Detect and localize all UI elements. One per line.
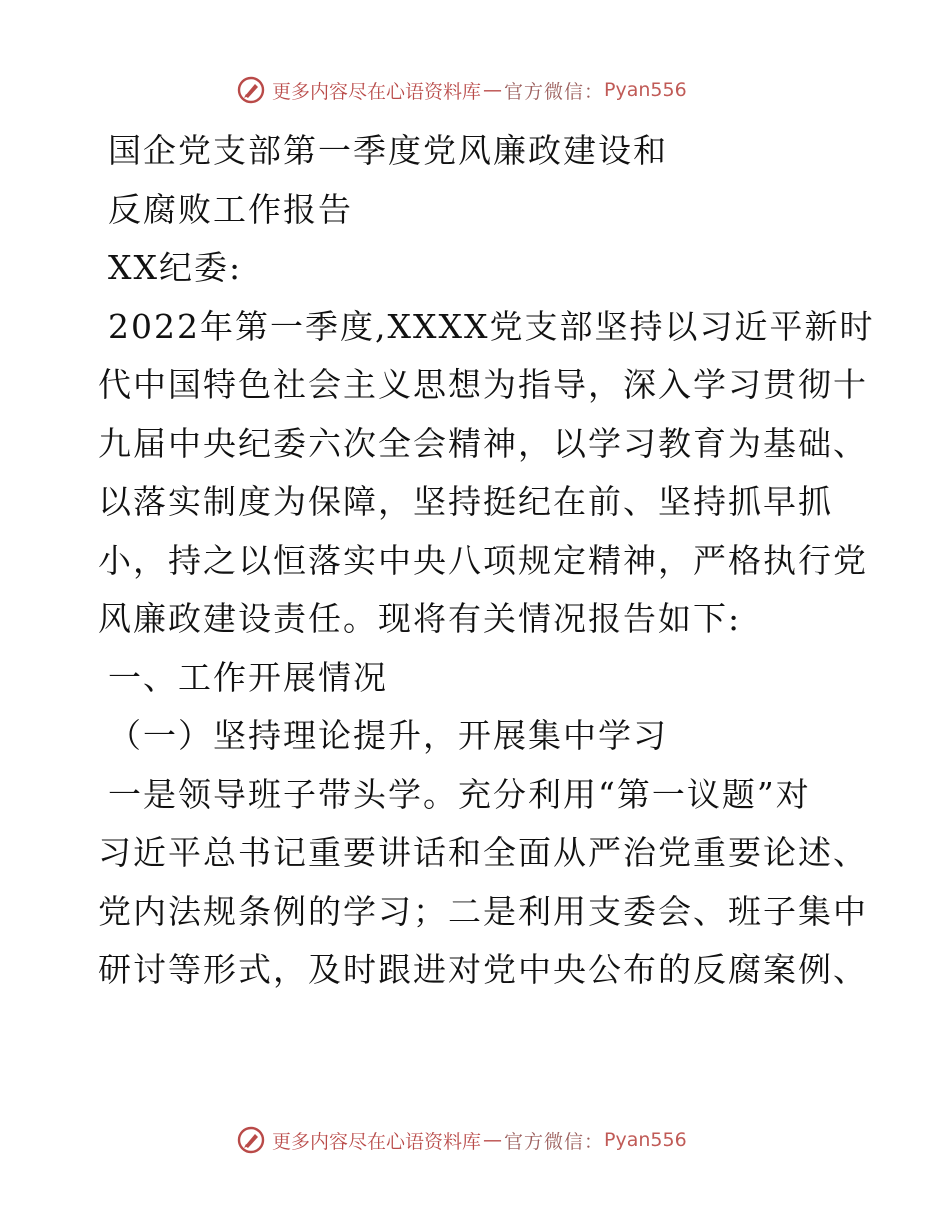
watermark-dash: — xyxy=(483,79,503,101)
intro-line: 风廉政建设责任。现将有关情况报告如下: xyxy=(98,599,742,638)
body-line: 党内法规条例的学习；二是利用支委会、班子集中 xyxy=(98,891,868,931)
intro-line: 代中国特色社会主义思想为指导，深入学习贯彻十 xyxy=(98,365,868,404)
intro-line: 九届中央纪委六次全会精神，以学习教育为基础、 xyxy=(98,423,868,463)
pen-logo-icon xyxy=(236,75,266,105)
body-line: 一是领导班子带头学。充分利用“第一议题”对 xyxy=(108,774,811,814)
intro-line: 小，持之以恒落实中央八项规定精神，严格执行党 xyxy=(98,540,868,580)
body-line: 研讨等形式，及时跟进对党中央公布的反腐案例、 xyxy=(98,950,868,989)
watermark-wechat-id: Pyan556 xyxy=(604,1129,687,1151)
intro-line: 2022年第一季度,XXXX党支部坚持以习近平新时 xyxy=(108,306,875,346)
watermark-text: 更多内容尽在心语资料库 xyxy=(272,80,482,103)
section-heading: 一、工作开展情况 xyxy=(108,657,388,697)
subsection-heading: （一）坚持理论提升，开展集中学习 xyxy=(108,716,668,755)
watermark-wechat-id: Pyan556 xyxy=(604,79,687,101)
watermark-text: 更多内容尽在心语资料库 xyxy=(272,1130,482,1153)
body-line: 习近平总书记重要讲话和全面从严治党重要论述、 xyxy=(98,833,868,872)
footer-watermark xyxy=(236,1123,687,1157)
intro-line: 以落实制度为保障，坚持挺纪在前、坚持抓早抓 xyxy=(98,482,833,521)
document-title-line-2: 反腐败工作报告 xyxy=(108,189,353,229)
watermark-label: 官方微信： xyxy=(504,80,605,103)
watermark-dash: — xyxy=(483,1129,503,1151)
document-title-line-1: 国企党支部第一季度党风廉政建设和 xyxy=(108,131,668,170)
pen-logo-icon xyxy=(236,1125,266,1155)
watermark-label: 官方微信： xyxy=(504,1130,605,1153)
document-body xyxy=(98,122,875,1000)
header-watermark xyxy=(236,73,687,107)
salutation: XX纪委: xyxy=(108,248,243,287)
